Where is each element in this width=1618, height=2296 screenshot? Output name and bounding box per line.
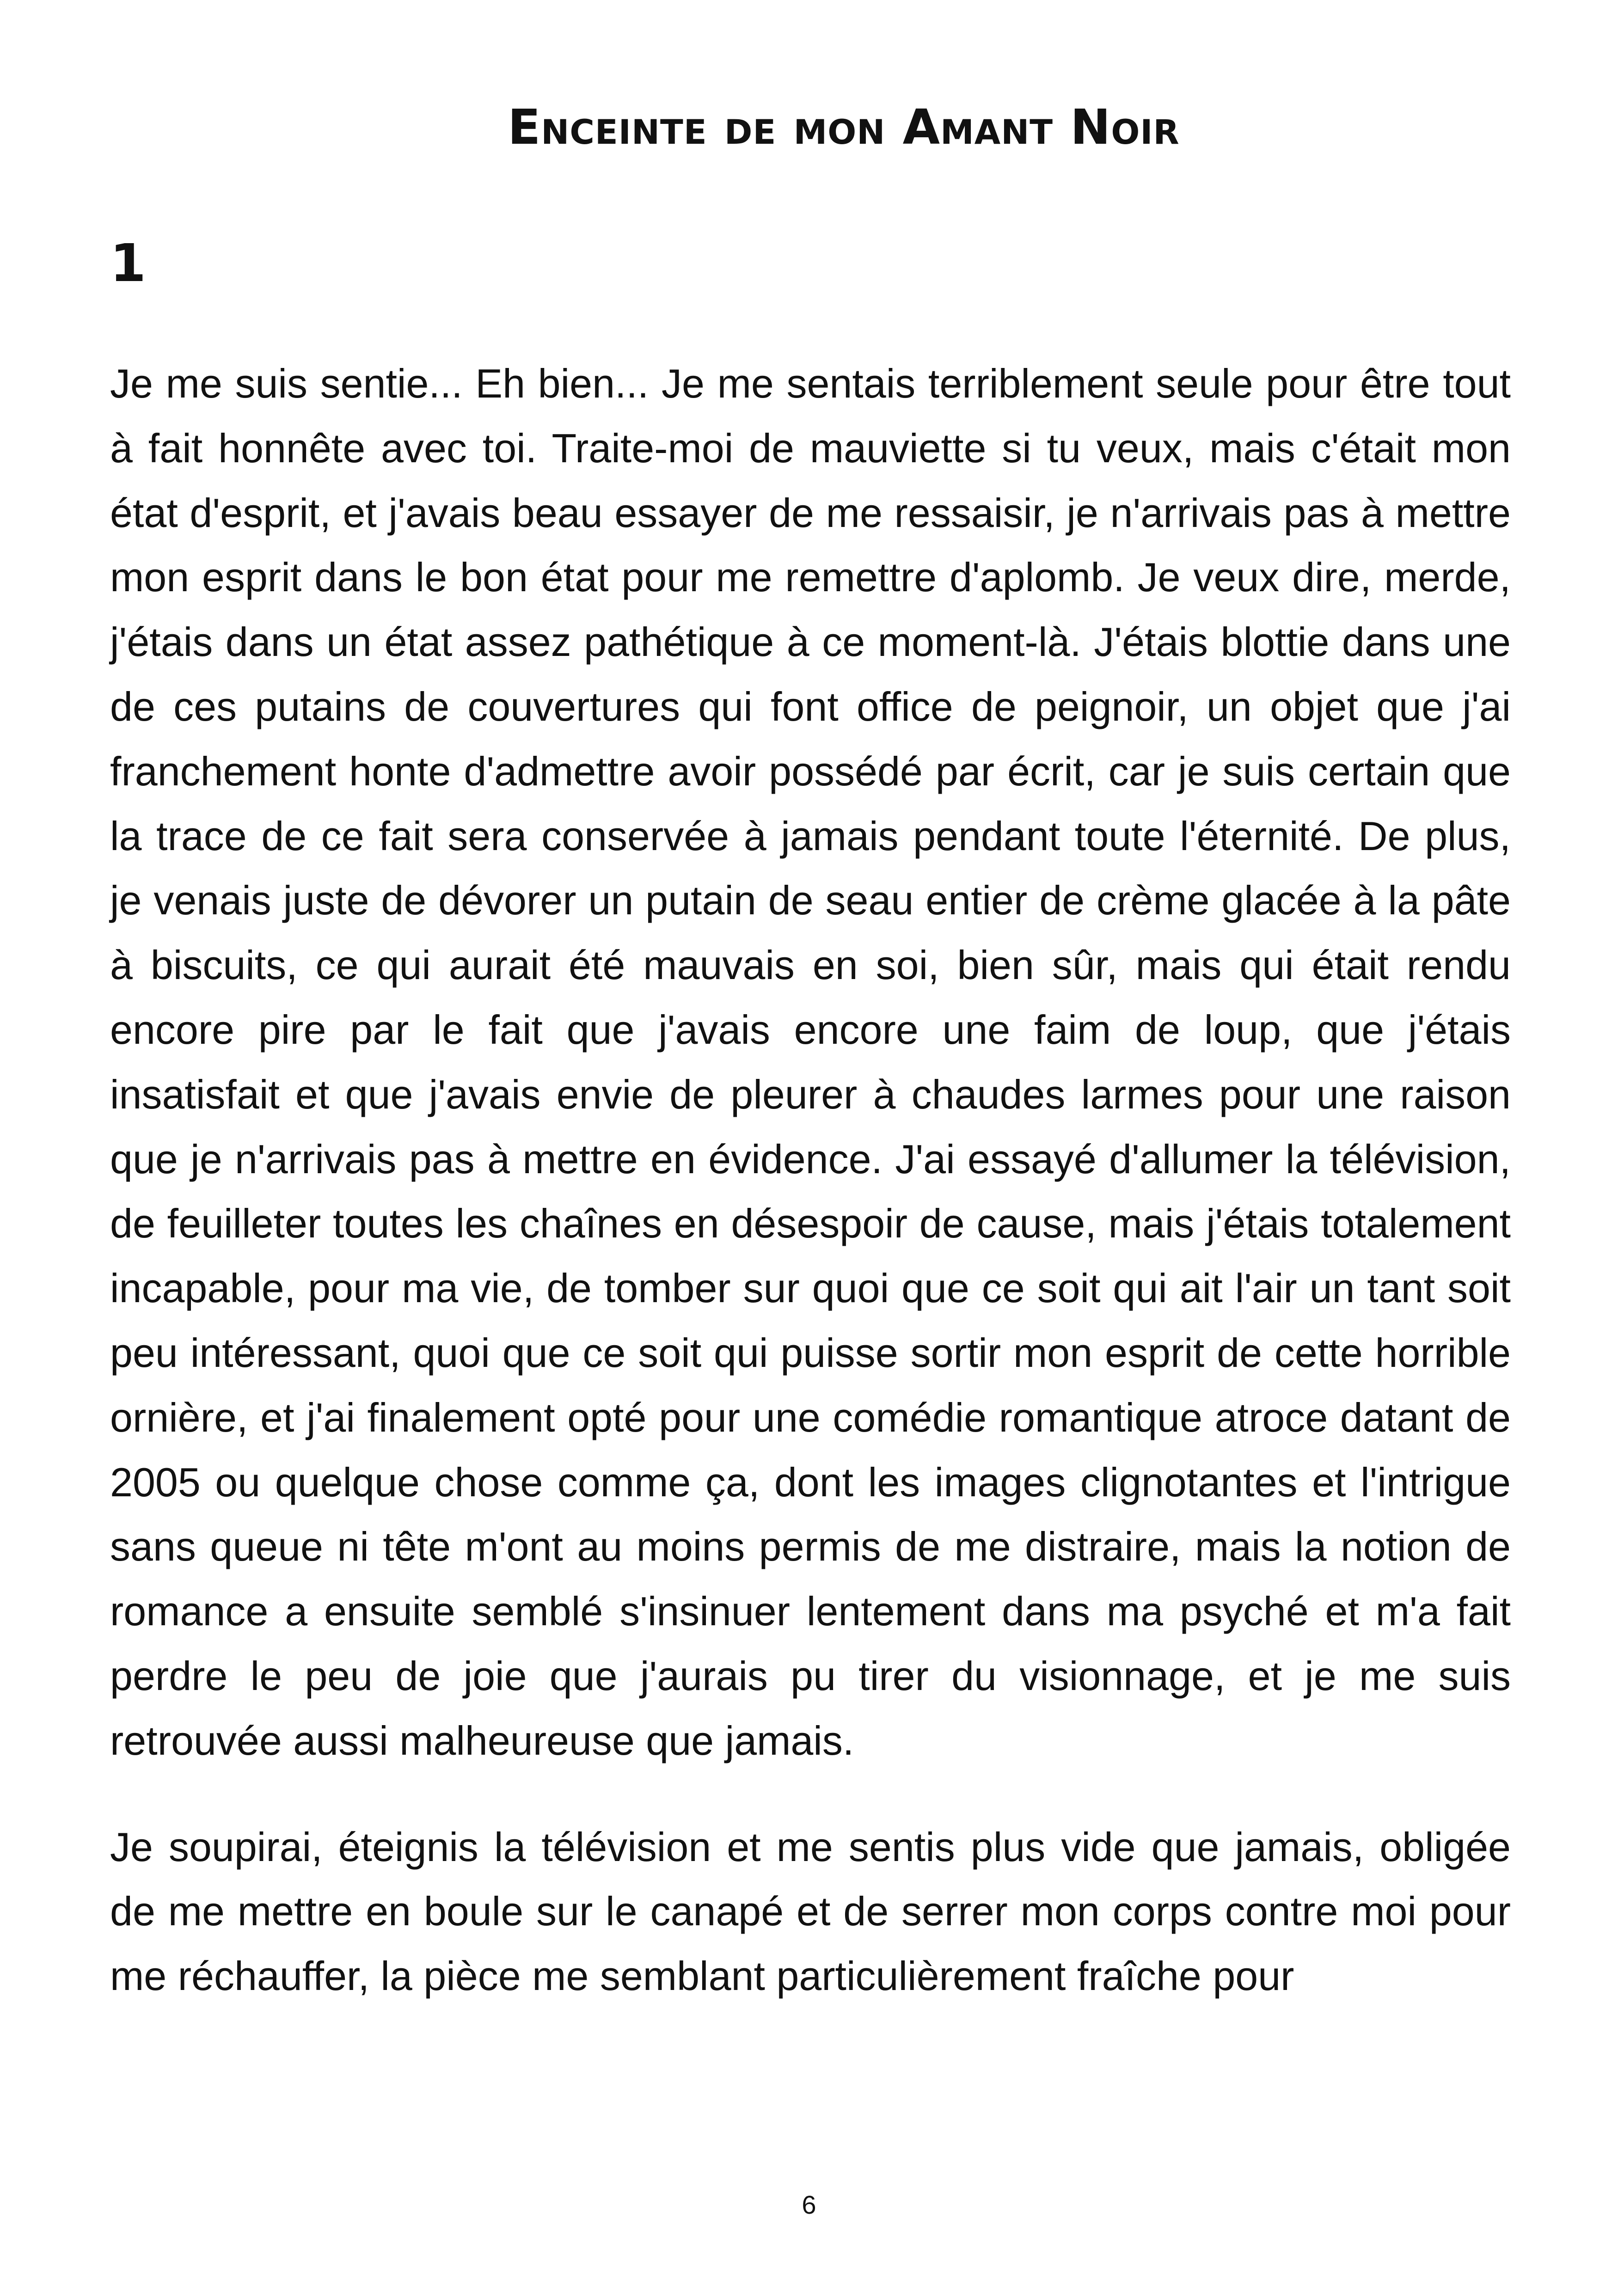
page-number: 6	[802, 2190, 816, 2219]
book-title: Enceinte de mon Amant Noir	[508, 99, 1180, 155]
body-text	[110, 351, 1511, 2050]
chapter-number: 1	[110, 233, 146, 294]
paragraph-2: Je soupirai, éteignis la télévision et me sentis plus vide que jamais, obligée de me mettre en boule sur le canapé et de serrer mon corps contre moi pour me réchauffer, la pièce me semblant particulièrement fraîche pour	[110, 1824, 1511, 1999]
paragraph-1: Je me suis sentie... Eh bien... Je me sentais terriblement seule pour être tout à fait honnête avec toi. Traite-moi de mauviette si tu veux, mais c'était mon état d'esprit, et j'avais beau essayer de me ressaisir, je n'arrivais pas à mettre mon esprit dans le bon état pour me remettre d'aplomb. Je veux dire, merde, j'étais dans un état assez pathétique à ce moment-là. J'étais blottie dans une de ces putains de couvertures qui font office de peignoir, un objet que j'ai franchement honte d'admettre avoir possédé par écrit, car je suis certain que la trace de ce fait sera conservée à jamais pendant toute l'éternité. De plus, je venais juste de dévorer un putain de seau entier de crème glacée à la pâte à biscuits, ce qui aurait été mauvais en soi, bien sûr, mais qui était rendu encore pire par le fait que j'avais encore une faim de loup, que j'étais insatisfait et que j'avais envie de pleurer à chaudes larmes pour une raison que je n'arrivais pas à mettre en évidence. J'ai essayé d'allumer la télévision, de feuilleter toutes les chaînes en désespoir de cause, mais j'étais totalement incapable, pour ma vie, de tomber sur quoi que ce soit qui ait l'air un tant soit peu intéressant, quoi que ce soit qui puisse sortir mon esprit de cette horrible ornière, et j'ai finalement opté pour une comédie romantique atroce datant de 2005 ou quelque chose comme ça, dont les images clignotantes et l'intrigue sans queue ni tête m'ont au moins permis de me distraire, mais la notion de romance a ensuite semblé s'insinuer lentement dans ma psyché et m'a fait perdre le peu de joie que j'aurais pu tirer du visionnage, et je me suis retrouvée aussi malheureuse que jamais.	[110, 361, 1511, 1763]
